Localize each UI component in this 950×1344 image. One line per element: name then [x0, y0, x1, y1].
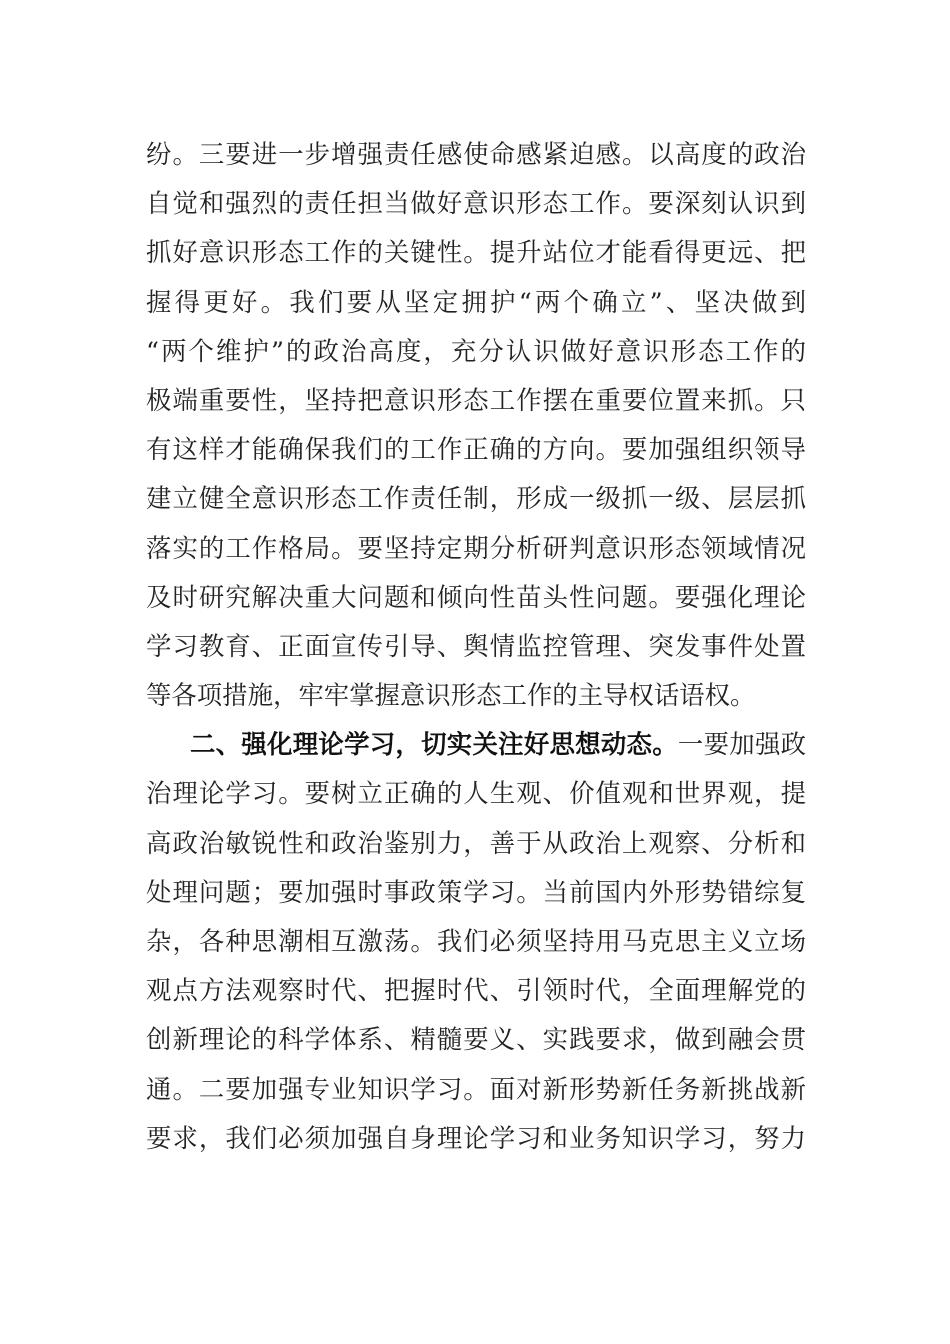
section-heading: 二、强化理论学习，切实关注好思想动态。: [190, 729, 678, 760]
paragraph-1-line-5: “两个维护”的政治高度，充分认识做好意识形态工作的: [146, 335, 806, 366]
paragraph-1-line-11: 学习教育、正面宣传引导、舆情监控管理、突发事件处置: [146, 630, 806, 661]
document-body: [146, 130, 806, 1163]
paragraph-1-line-12: 等各项措施，牢牢掌握意识形态工作的主导权话语权。: [146, 680, 756, 711]
paragraph-2-first-line: [146, 720, 806, 769]
paragraph-2-line-2: 治理论学习。要树立正确的人生观、价值观和世界观，提: [146, 778, 806, 809]
paragraph-2-line-7: 创新理论的科学体系、精髓要义、实践要求，做到融会贯: [146, 1024, 806, 1055]
paragraph-1-line-2: 自觉和强烈的责任担当做好意识形态工作。要深刻认识到: [146, 188, 806, 219]
paragraph-2-line-3: 高政治敏锐性和政治鉴别力，善于从政治上观察、分析和: [146, 827, 806, 858]
paragraph-1-line-6: 极端重要性，坚持把意识形态工作摆在重要位置来抓。只: [146, 384, 806, 415]
paragraph-2-line-8: 通。二要加强专业知识学习。面对新形势新任务新挑战新: [146, 1073, 806, 1104]
paragraph-1-line-9: 落实的工作格局。要坚持定期分析研判意识形态领域情况: [146, 532, 806, 563]
paragraph-2-line-4: 处理问题；要加强时事政策学习。当前国内外形势错综复: [146, 876, 806, 907]
paragraph-1-line-8: 建立健全意识形态工作责任制，形成一级抓一级、层层抓: [146, 483, 806, 514]
paragraph-2-first-line-text: 一要加强政: [677, 729, 807, 760]
paragraph-1-line-4: 握得更好。我们要从坚定拥护“两个确立”、坚决做到: [146, 286, 806, 317]
paragraph-1-line-1: 纷。三要进一步增强责任感使命感紧迫感。以高度的政治: [146, 139, 806, 169]
paragraph-1-line-7: 有这样才能确保我们的工作正确的方向。要加强组织领导: [146, 434, 806, 465]
paragraph-2-line-9: 要求，我们必须加强自身理论学习和业务知识学习，努力: [146, 1122, 806, 1153]
paragraph-2-line-6: 观点方法观察时代、把握时代、引领时代，全面理解党的: [146, 975, 806, 1006]
paragraph-1-line-3: 抓好意识形态工作的关键性。提升站位才能看得更远、把: [146, 237, 806, 268]
paragraph-1-line-10: 及时研究解决重大问题和倾向性苗头性问题。要强化理论: [146, 581, 806, 612]
paragraph-2-line-5: 杂，各种思潮相互激荡。我们必须坚持用马克思主义立场: [146, 926, 806, 956]
